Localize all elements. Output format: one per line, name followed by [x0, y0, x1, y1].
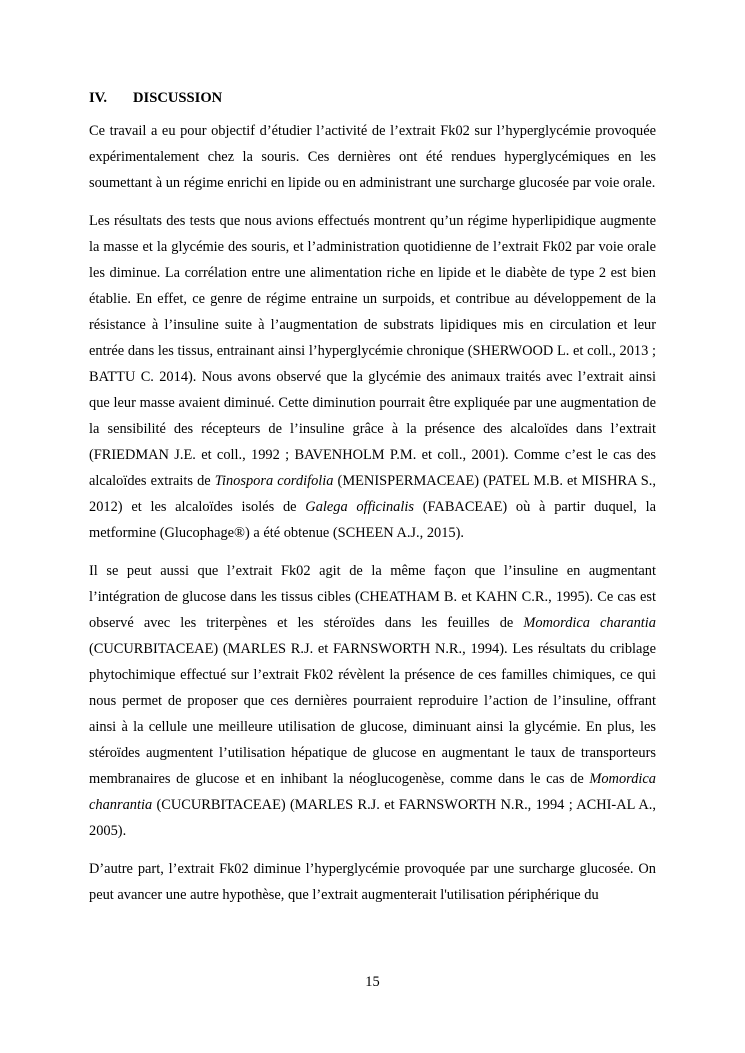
paragraph — [89, 208, 656, 546]
paragraph — [89, 856, 656, 908]
text-run: Les résultats des tests que nous avions effectués montrent qu’un régime hyperlipidique augmente la masse et la glycémie des souris, et l’administration quotidienne de l’extrait Fk02 par voie orale les diminue. La corrélation entre une alimentation riche en lipide et le diabète de type 2 est bien établie. En effet, ce genre de régime entraine un surpoids, et contribue au développement de la résistance à l’insuline suite à l’augmentation de substrats lipidiques mis en circulation et leur entrée dans les tissus, entrainant ainsi l’hyperglycémie chronique (SHERWOOD L. et coll., 2013 ; BATTU C. 2014). Nous avons observé que la glycémie des animaux traités avec l’extrait ainsi que leur masse avaient diminué. Cette diminution pourrait être expliquée par une augmentation de la sensibilité des récepteurs de l’insuline grâce à la présence des alcaloïdes dans l’extrait (FRIEDMAN J.E. et coll., 1992 ; BAVENHOLM P.M. et coll., 2001). Comme c’est le cas des alcaloïdes extraits de — [89, 213, 656, 489]
text-run: (MENISPERMACEAE) (PATEL M.B. et MISHRA S., 2012) et les alcaloïdes isolés de — [89, 473, 656, 515]
text-run: (CUCURBITACEAE) (MARLES R.J. et FARNSWORTH N.R., 1994). Les résultats du criblage phytochimique effectué sur l’extrait Fk02 révèlent la présence de ces familles chimiques, ce qui nous permet de proposer que ces dernières pourraient reproduire l’action de l’insuline, offrant ainsi à la cellule une meilleure utilisation de glucose, diminuant ainsi la glycémie. En plus, les stéroïdes augmentent l’utilisation hépatique de glucose en augmentant le taux de transporteurs membranaires de glucose et en inhibant la néoglucogenèse, comme dans le cas de — [89, 641, 656, 787]
species-name: Galega officinalis — [305, 499, 414, 515]
discussion-body — [89, 118, 656, 920]
section-number: IV. — [89, 90, 107, 106]
text-run: (CUCURBITACEAE) (MARLES R.J. et FARNSWORTH N.R., 1994 ; ACHI-AL A., 2005). — [89, 797, 656, 839]
page-number: 15 — [365, 974, 380, 990]
species-name: Tinospora cordifolia — [214, 473, 334, 489]
text-run: (FABACEAE) où à partir duquel, la metformine (Glucophage®) a été obtenue (SCHEEN A.J., 2015). — [89, 499, 656, 541]
species-name: Momordica chanrantia — [89, 771, 656, 813]
species-name: Momordica charantia — [523, 615, 656, 631]
section-title: DISCUSSION — [133, 90, 223, 106]
text-run: Il se peut aussi que l’extrait Fk02 agit de la même façon que l’insuline en augmentant l’intégration de glucose dans les tissus cibles (CHEATHAM B. et KAHN C.R., 1995). Ce cas est observé avec les triterpènes et les stéroïdes dans les feuilles de — [89, 563, 656, 631]
section-heading — [89, 88, 222, 108]
text-run: D’autre part, l’extrait Fk02 diminue l’hyperglycémie provoquée par une surcharge glucosée. On peut avancer une autre hypothèse, que l’extrait augmenterait l'utilisation périphérique du — [89, 861, 656, 903]
paragraph — [89, 118, 656, 196]
text-run: Ce travail a eu pour objectif d’étudier l’activité de l’extrait Fk02 sur l’hyperglycémie provoquée expérimentalement chez la souris. Ces dernières ont été rendues hyperglycémiques en les soumettant à un régime enrichi en lipide ou en administrant une surcharge glucosée par voie orale. — [89, 123, 656, 191]
paragraph — [89, 558, 656, 844]
